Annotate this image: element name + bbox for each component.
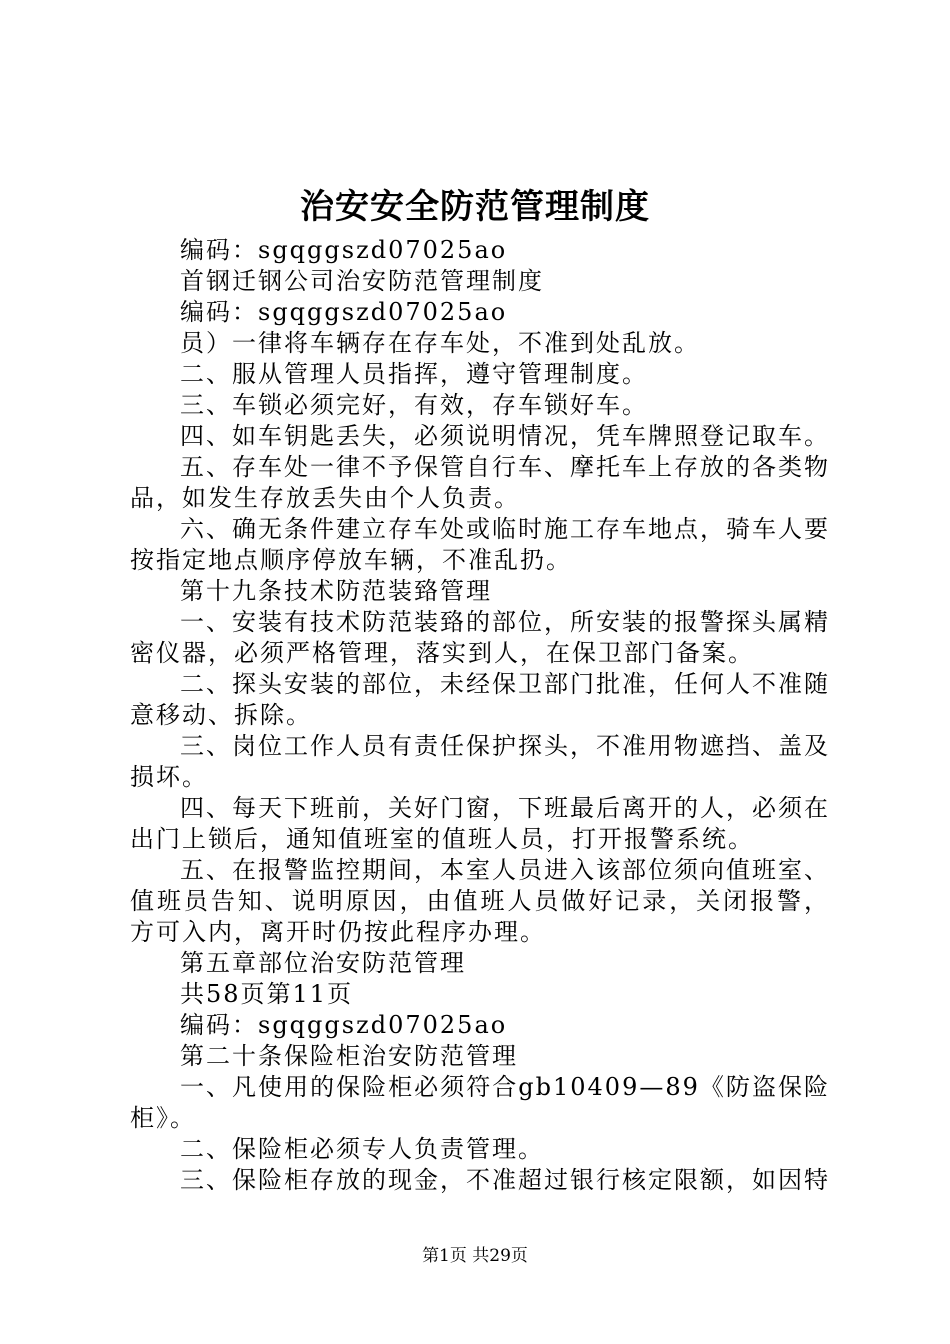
paragraph: 二、保险柜必须专人负责管理。	[180, 1135, 544, 1163]
paragraph: 编码：sgqggszd07025ao	[180, 298, 508, 326]
chapter-heading: 第五章部位治安防范管理	[180, 949, 466, 977]
paragraph: 三、岗位工作人员有责任保护探头，不准用物遮挡、盖及损坏。	[130, 732, 830, 791]
paragraph: 六、确无条件建立存车处或临时施工存车地点，骑车人要按指定地点顺序停放车辆，不准乱扔。	[130, 515, 830, 574]
paragraph: 首钢迁钢公司治安防范管理制度	[180, 267, 544, 295]
section-heading: 第二十条保险柜治安防范管理	[180, 1042, 518, 1070]
paragraph: 四、如车钥匙丢失，必须说明情况，凭车牌照登记取车。	[180, 422, 830, 450]
document-body	[130, 235, 830, 1196]
paragraph: 二、服从管理人员指挥，遵守管理制度。	[180, 360, 648, 388]
paragraph: 一、安装有技术防范装臵的部位，所安装的报警探头属精密仪器，必须严格管理，落实到人，在保卫部门备案。	[130, 608, 830, 667]
paragraph: 编码：sgqggszd07025ao	[180, 236, 508, 264]
paragraph: 四、每天下班前，关好门窗，下班最后离开的人，必须在出门上锁后，通知值班室的值班人员，打开报警系统。	[130, 794, 830, 853]
paragraph: 编码：sgqggszd07025ao	[180, 1011, 508, 1039]
paragraph: 三、车锁必须完好，有效，存车锁好车。	[180, 391, 648, 419]
paragraph: 三、保险柜存放的现金，不准超过银行核定限额，如因特	[180, 1166, 830, 1194]
paragraph: 五、在报警监控期间，本室人员进入该部位须向值班室、值班员告知、说明原因，由值班人员做好记录，关闭报警，方可入内，离开时仍按此程序办理。	[130, 856, 830, 946]
section-heading: 第十九条技术防范装臵管理	[180, 577, 492, 605]
paragraph: 员）一律将车辆存在存车处，不准到处乱放。	[180, 329, 700, 357]
paragraph: 五、存车处一律不予保管自行车、摩托车上存放的各类物品，如发生存放丢失由个人负责。	[130, 453, 830, 512]
paragraph: 一、凡使用的保险柜必须符合gb10409—89《防盗保险柜》。	[130, 1073, 830, 1132]
page-footer: 第1页 共29页	[422, 1246, 528, 1266]
page-count-note: 共58页第11页	[180, 980, 354, 1008]
document-title: 治安安全防范管理制度	[300, 187, 650, 227]
paragraph: 二、探头安装的部位，未经保卫部门批准，任何人不准随意移动、拆除。	[130, 670, 830, 729]
